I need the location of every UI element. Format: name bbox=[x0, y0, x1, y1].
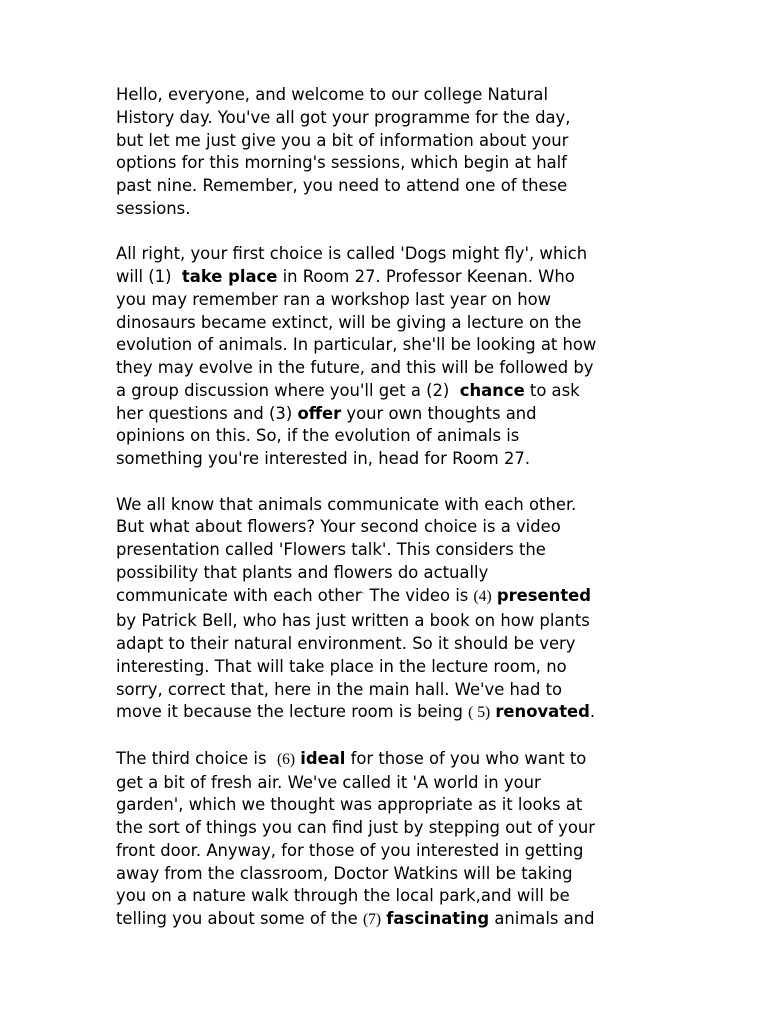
gap-number-5: ( 5) bbox=[468, 704, 491, 722]
text-segment: But what about flowers? Your second choice is a video bbox=[116, 517, 561, 537]
text-segment: All right, your first choice is called 'Dogs might fly', which bbox=[116, 244, 588, 264]
gap-answer-1: take place bbox=[181, 267, 278, 286]
text-segment: away from the classroom, Doctor Watkins will be taking bbox=[116, 863, 573, 883]
text-line bbox=[116, 357, 652, 380]
paragraph-second-choice bbox=[116, 494, 652, 726]
text-segment: will (1) bbox=[116, 267, 182, 286]
text-segment: opinions on this. So, if the evolution of animals is bbox=[116, 426, 520, 446]
text-line bbox=[116, 107, 652, 130]
text-line bbox=[116, 610, 652, 633]
gap-answer-4: presented bbox=[496, 585, 592, 605]
text-line bbox=[116, 863, 652, 886]
paragraph-intro bbox=[116, 84, 652, 221]
text-segment: garden', which we thought was appropriate as it looks at bbox=[116, 795, 583, 815]
text-segment: move it because the lecture room is being bbox=[116, 702, 469, 722]
text-line bbox=[116, 334, 652, 357]
text-segment: adapt to their natural environment. So it should be very bbox=[116, 634, 576, 653]
text-line bbox=[116, 448, 652, 471]
text-segment: a group discussion where you'll get a (2) bbox=[116, 380, 460, 400]
text-segment: presentation called 'Flowers talk'. This considers the bbox=[116, 540, 546, 559]
text-line bbox=[116, 380, 652, 403]
text-segment: you may remember ran a workshop last year on how bbox=[116, 289, 552, 309]
text-line bbox=[116, 748, 652, 772]
text-segment: sorry, correct that, here in the main hall. We've had to bbox=[116, 679, 563, 699]
text-line bbox=[116, 679, 652, 702]
text-segment: The third choice is bbox=[116, 748, 277, 768]
text-segment: . bbox=[589, 702, 596, 722]
text-segment: the sort of things you can find just by stepping out of your bbox=[116, 818, 596, 837]
text-segment: to ask bbox=[524, 380, 580, 400]
text-line bbox=[116, 840, 652, 863]
text-line bbox=[116, 403, 652, 426]
text-line bbox=[116, 312, 652, 335]
text-segment: front door. Anyway, for those of you interested in getting bbox=[116, 840, 584, 860]
text-line bbox=[116, 885, 652, 908]
text-segment: History day. You've all got your programme for the day, bbox=[116, 107, 571, 127]
text-segment: communicate with each other bbox=[116, 585, 362, 605]
text-line bbox=[116, 152, 652, 175]
text-line bbox=[116, 289, 652, 312]
text-line bbox=[116, 198, 652, 221]
text-line bbox=[116, 585, 652, 611]
text-line bbox=[116, 656, 652, 679]
gap-number-4: (4) bbox=[473, 587, 492, 605]
text-line bbox=[116, 425, 652, 448]
text-line bbox=[116, 633, 652, 656]
text-line bbox=[116, 539, 652, 562]
text-segment: possibility that plants and flowers do actually bbox=[116, 562, 489, 582]
text-line bbox=[116, 908, 652, 932]
gap-answer-5: renovated bbox=[495, 702, 590, 722]
text-segment: We all know that animals communicate with each other. bbox=[116, 494, 577, 514]
gap-number-6: (6) bbox=[276, 750, 296, 768]
text-segment: options for this morning's sessions, which begin at half bbox=[116, 153, 567, 173]
gap-answer-3: offer bbox=[297, 403, 342, 423]
text-segment: telling you about some of the bbox=[116, 909, 363, 928]
text-segment: but let me just give you a bit of information about your bbox=[116, 130, 569, 150]
text-segment: interesting. That will take place in the lecture room, no bbox=[116, 656, 567, 676]
text-line bbox=[116, 266, 652, 289]
text-segment: past nine. Remember, you need to attend one of these bbox=[116, 176, 568, 195]
text-segment: dinosaurs became extinct, will be giving a lecture on the bbox=[116, 312, 582, 332]
text-line bbox=[116, 516, 652, 539]
text-segment: in Room 27. Professor Keenan. Who bbox=[277, 267, 575, 286]
gap-number-7: (7) bbox=[362, 911, 382, 928]
text-segment: for those of you who want to bbox=[345, 748, 587, 768]
text-segment: animals and bbox=[489, 909, 595, 928]
text-segment: get a bit of fresh air. We've called it 'A world in your bbox=[116, 772, 541, 792]
text-line bbox=[116, 562, 652, 585]
gap-answer-2: chance bbox=[459, 380, 525, 400]
text-segment: her questions and (3) bbox=[116, 403, 298, 423]
text-segment: Hello, everyone, and welcome to our college Natural bbox=[116, 85, 548, 104]
paragraph-third-choice bbox=[116, 748, 652, 932]
text-line bbox=[116, 84, 652, 107]
text-segment: your own thoughts and bbox=[341, 403, 537, 423]
gap-answer-7: fascinating bbox=[386, 909, 490, 928]
text-line bbox=[116, 701, 652, 725]
stray-mark: · bbox=[361, 588, 365, 599]
text-segment: you on a nature walk through the local park,and will be bbox=[116, 886, 570, 906]
text-segment: they may evolve in the future, and this will be followed by bbox=[116, 358, 594, 377]
text-line bbox=[116, 175, 652, 198]
text-line bbox=[116, 794, 652, 817]
text-segment: evolution of animals. In particular, she'll be looking at how bbox=[116, 335, 597, 355]
text-segment: something you're interested in, head for Room 27. bbox=[116, 449, 531, 468]
text-segment: The video is bbox=[364, 585, 474, 605]
text-line bbox=[116, 130, 652, 153]
text-line bbox=[116, 243, 652, 266]
gap-answer-6: ideal bbox=[300, 748, 346, 768]
document-page bbox=[116, 84, 652, 955]
text-line bbox=[116, 494, 652, 517]
text-segment: by Patrick Bell, who has just written a book on how plants bbox=[116, 611, 590, 631]
text-line bbox=[116, 817, 652, 840]
text-line bbox=[116, 772, 652, 795]
text-segment: sessions. bbox=[116, 198, 191, 218]
paragraph-first-choice bbox=[116, 243, 652, 471]
